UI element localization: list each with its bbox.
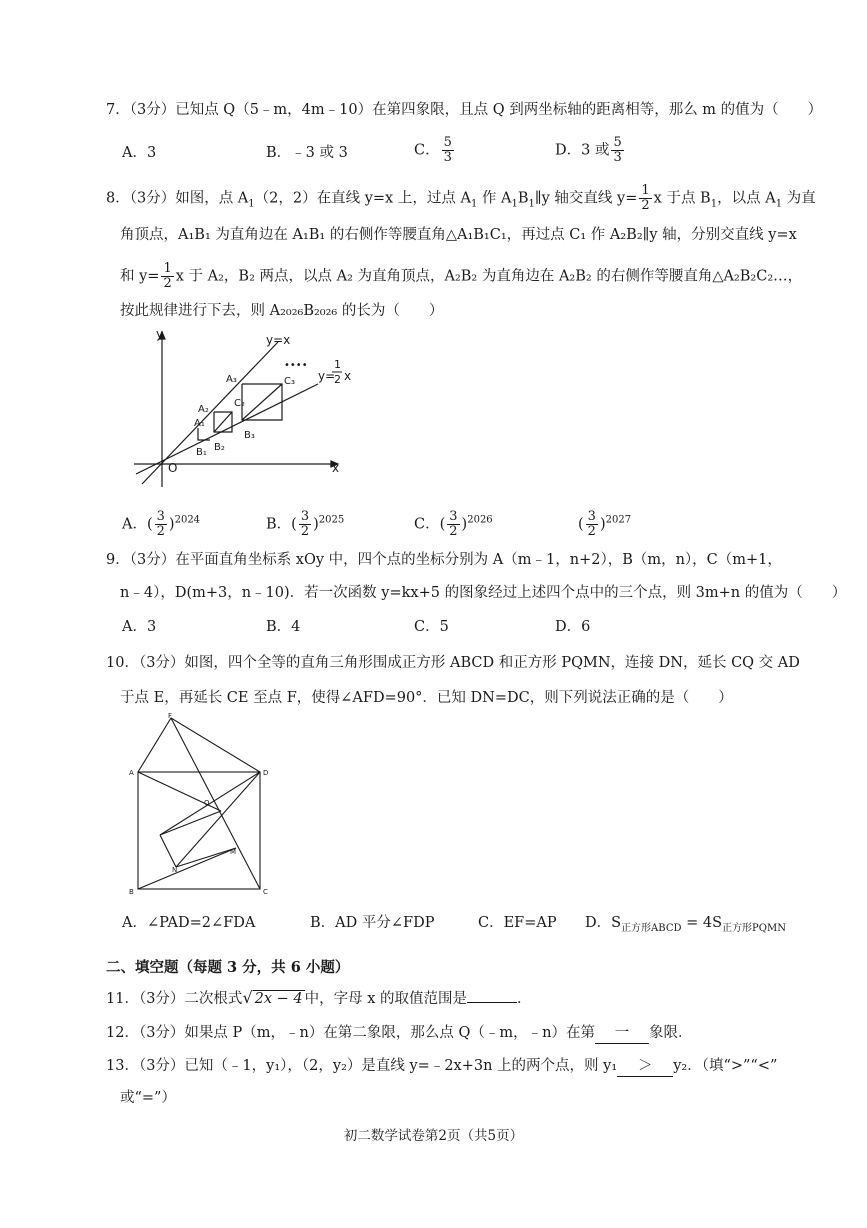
label-c2: C₂	[234, 398, 245, 409]
q8-line-2: 角顶点，A₁B₁ 为直角边在 A₁B₁ 的右侧作等腰直角△A₁B₁C₁，再过点 C₁ 作 A₂B₂∥y 轴，分别交直线 y=x	[120, 227, 797, 243]
label-a1: A₁	[194, 418, 205, 429]
label-d: D	[263, 769, 269, 777]
origin-label: O	[168, 461, 178, 475]
q9-option-b: B．4	[266, 619, 301, 635]
q10-figure	[126, 710, 276, 900]
label-a3: A₃	[226, 374, 237, 385]
q8-option-c: C．( $\frac{3}{2}$ )$^{2026}$	[414, 509, 493, 539]
label-n: N	[172, 866, 178, 874]
side-pq	[160, 811, 221, 835]
q9-option-c: C．5	[414, 619, 449, 635]
q10-line-2: 于点 E，再延长 CE 至点 F，使得∠AFD=90°．已知 DN=DC，则下列说法正确的是（ ）	[120, 690, 733, 706]
continuation-dots: ••••	[284, 360, 308, 371]
q12-handwritten-answer: 一	[614, 1025, 630, 1041]
label-b1: B₁	[196, 447, 207, 458]
y-axis-label: y	[156, 327, 164, 341]
q7-stem: 7．（3分）已知点 Q（5﹣m，4m﹣10）在第四象限，且点 Q 到两坐标轴的距离相等，那么 m 的值为（ ）	[106, 102, 823, 118]
side-pn	[160, 835, 176, 867]
q12-answer-blank[interactable]	[595, 1023, 649, 1044]
x-axis-label: x	[332, 461, 340, 475]
line-2-var: x	[344, 369, 352, 383]
line-2-frac-num: 1	[334, 358, 341, 371]
label-c3: C₃	[284, 376, 295, 387]
label-a2: A₂	[198, 404, 209, 415]
label-q: Q	[204, 799, 210, 807]
line-2-frac-den: 2	[334, 373, 341, 386]
q8-option-b: B．( $\frac{3}{2}$ )$^{2025}$	[266, 509, 345, 539]
q13-line-2: 或“=”）	[120, 1090, 176, 1106]
q8-line-3: 和 y= $\frac{1}{2}$ x 于 A₂，B₂ 两点，以点 A₂ 为直角顶点，A₂B₂ 为直角边在 A₂B₂ 的右侧作等腰直角△A₂B₂C₂…，	[120, 261, 803, 291]
q10-option-b: B．AD 平分∠FDP	[310, 915, 435, 931]
q9-option-a: A．3	[122, 619, 157, 635]
label-m: M	[230, 848, 237, 856]
page-footer: 初二数学试卷第2页（共5页）	[343, 1128, 524, 1144]
q13-answer-blank[interactable]	[617, 1056, 673, 1077]
q9-line-2: n﹣4），D(m+3，n﹣10)．若一次函数 y=kx+5 的图象经过上述四个点中的三个点，则 3m+n 的值为（ ）	[120, 585, 847, 601]
q11-answer-blank[interactable]	[467, 988, 517, 1003]
sqrt-sign: √	[242, 988, 253, 1007]
line-y-equals-half-x	[136, 384, 318, 474]
q8-line-4: 按此规律进行下去，则 A₂₀₂₆B₂₀₂₆ 的长为（ ）	[120, 303, 444, 319]
line-1-label: y=x	[266, 333, 291, 347]
label-a: A	[129, 769, 134, 777]
label-b2: B₂	[214, 442, 225, 453]
radicand: 2x − 4	[254, 991, 303, 1007]
q10-line-1: 10．（3分）如图，四个全等的直角三角形围成正方形 ABCD 和正方形 PQMN，连接 DN，延长 CQ 交 AD	[106, 655, 800, 671]
section-2-title: 二、填空题（每题 3 分，共 6 小题）	[106, 959, 350, 976]
line-2-label: y=	[318, 369, 336, 383]
q8-option-d: ( $\frac{3}{2}$ )$^{2027}$	[578, 509, 632, 539]
q10-option-a: A．∠PAD=2∠FDA	[122, 915, 256, 931]
q7-option-d: D．3 或 $\frac{5}{3}$	[555, 135, 622, 165]
q12-line: 12．（3分）如果点 P（m，﹣n）在第二象限，那么点 Q（﹣m，﹣n）在第 一 象限．	[106, 1023, 692, 1044]
q9-option-d: D．6	[555, 619, 591, 635]
line-dq	[160, 772, 260, 835]
q7-option-b: B．﹣3 或 3	[266, 145, 348, 161]
label-b: B	[129, 888, 134, 896]
q7-option-a: A．3	[122, 145, 157, 161]
q13-handwritten-answer: ＞	[637, 1058, 653, 1074]
line-dn	[176, 772, 260, 867]
q8-line-1: 8．（3分）如图，点 $A_1(2$，2）在直线 y=x 上，过点 $A_1$ 作 $A_1B_1\parallel y$ 轴交直线 y= $\frac{1}{2}$ x 于点 $B_1$，以点 $A_1$ 为直	[106, 183, 816, 213]
q8-option-a: A．( $\frac{3}{2}$ )$^{2024}$	[122, 509, 201, 539]
label-c: C	[263, 888, 268, 896]
q9-line-1: 9．（3分）在平面直角坐标系 xOy 中，四个点的坐标分别为 A（m﹣1，n+2），B（m，n），C（m+1，	[106, 552, 782, 568]
q13-line-1: 13．（3分）已知（﹣1，y₁），（2，y₂）是直线 y=﹣2x+3n 上的两个点，则 y₁ ＞ y₂．（填“>”“<”	[106, 1056, 777, 1077]
label-b3: B₃	[244, 430, 255, 441]
label-f: F	[168, 712, 173, 720]
q10-option-d: D．$S_{正方形ABCD} = 4S_{正方形PQMN}$	[585, 915, 786, 934]
q10-option-c: C．EF=AP	[478, 915, 557, 931]
triangle-afd	[138, 718, 260, 772]
q11-line: 11．（3分）二次根式√ 2x − 4 中，字母 x 的取值范围是 ．	[106, 988, 532, 1007]
q7-option-c: C． $\frac{5}{3}$	[414, 135, 452, 165]
q8-figure	[128, 322, 378, 492]
line-fc	[171, 718, 260, 889]
square-abcd	[138, 772, 260, 889]
